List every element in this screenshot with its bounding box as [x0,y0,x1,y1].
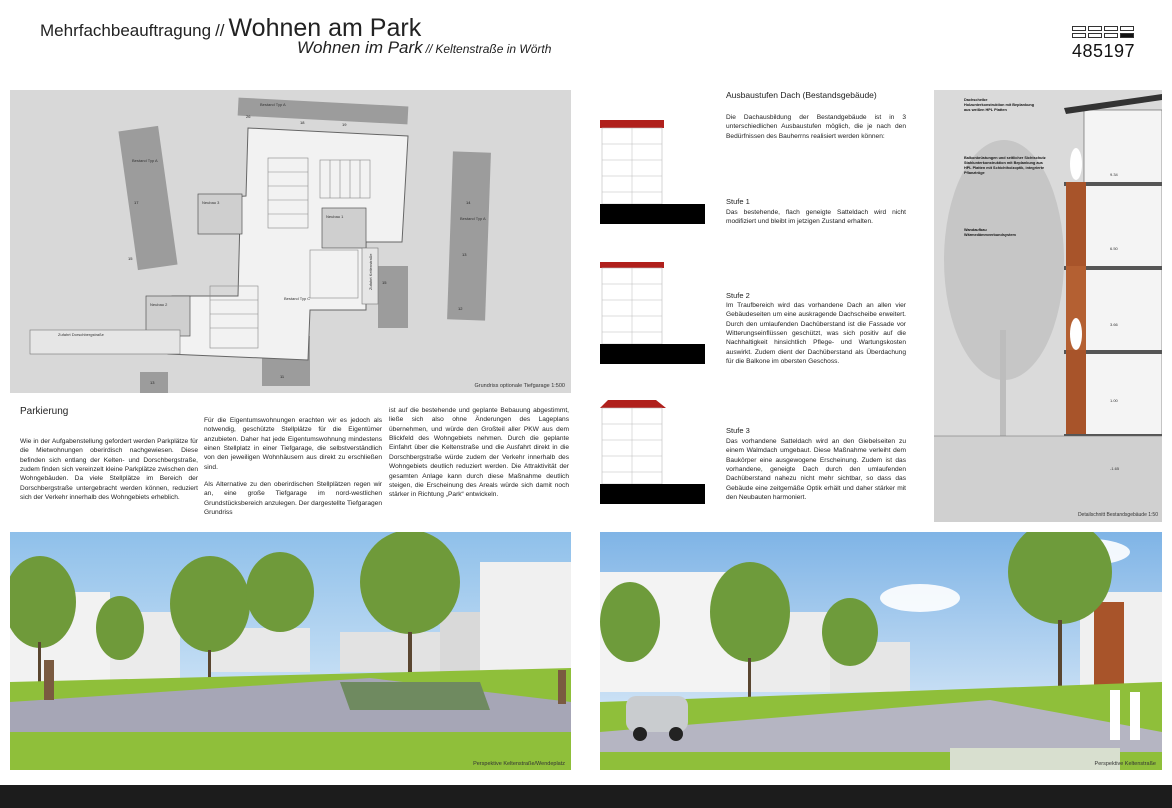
footer-bar [0,785,1172,808]
level-label: 3.66 [1110,322,1118,327]
location: Keltenstraße in Wörth [435,42,552,56]
site-plan-svg [10,90,571,393]
section-annotation-wall: Wandaufbau Wärmedämmverbundsystem [964,228,1016,237]
plan-number: 12 [458,306,463,311]
plan-number: 18 [300,120,305,125]
plan-number: 15 [128,256,133,261]
plan-number: 17 [134,200,139,205]
plan-label-zufahrt-dorsch: Zufahrt Dorschbergstraße [58,332,104,337]
section-annotation-balcony: Balkonbrüstungen und seitlicher Sichtschutz Stahlunterkonstruktion mit Beplankung aus HPL Platten mit Schichtholzoptik, integrierte Pflanztröge [964,156,1046,175]
plan-number: 26 [246,114,251,119]
render-2-caption: Perspektive Keltenstraße [1094,761,1156,767]
render-1-caption: Perspektive Keltenstraße/Wendeplatz [473,761,565,767]
dach-intro: Die Dachausbildung der Bestandgebäude ist in 3 unterschiedlichen Ausbaustufen möglich, die je nach den Bedürfnissen des Bauherrns realisiert werden können: [726,114,906,140]
plan-label-bestand-a-left: Bestand Typ A [132,158,158,163]
level-label: 6.50 [1110,246,1118,251]
render-perspective-1 [10,532,571,770]
section-annotation-roof: Dachscheibe Holzunterkonstruktion mit Beplankung aus weißen HPL Platten [964,98,1035,112]
title-separator: // [215,21,225,40]
level-label: -1.65 [1110,466,1120,471]
parkierung-col3: ist auf die bestehende und geplante Bebauung abgestimmt, ließe sich also ohne Änderungen des Lageplans übernehmen, und würde den Großteil aller PKW aus dem Blickfeld des Wohngebiets nehmen. Durch die geplante Einfahrt über die Keltenstraße und die Ausfahrt direkt in die Dorschbergstraße würde zudem der Verkehr innerhalb des Wohngebiets deutlich reduziert werden. Die Attraktivität der gesamten Anlage kann durch diese Maßnahme deutlich steigen, die Erscheinung des Areals würde sich damit noch stärker in Richtung „Park“ entwickeln. [389,407,569,499]
plan-number: 13 [462,252,467,257]
subtitle: Wohnen im Park [297,38,423,57]
plan-label-neubau-3: Neubau 3 [202,200,220,205]
level-label: 1.00 [1110,398,1118,403]
stage-2-label: Stufe 2 [726,291,750,300]
parkierung-heading: Parkierung [20,406,69,417]
section-caption: Detailschnitt Bestandsgebäude 1:50 [1077,512,1158,518]
stage-3-label: Stufe 3 [726,426,750,435]
section-drawing [934,90,1162,522]
subtitle-separator: // [425,42,433,56]
plan-label-zufahrt-kelten: Zufahrt Keltenstraße [368,253,373,290]
project-number: 485197 [1072,41,1136,61]
title-small: Mehrfachbeauftragung [40,21,212,40]
plan-number: 15 [382,280,387,285]
plan-label-neubau-2: Neubau 2 [150,302,168,307]
plan-number: 13 [150,380,155,385]
section-svg [934,90,1162,522]
plan-label-bestand-a-top: Bestand Typ A [260,102,286,107]
roof-stage-3-drawing [600,398,710,504]
plan-number: 19 [342,122,347,127]
render-1-image [10,532,571,770]
parkierung-col1: Wie in der Aufgabenstellung gefordert werden Parkplätze für die Mietwohnungen oberirdisch nachgewiesen. Diese befinden sich entlang der Kelten- und Dorschbergstraße, zudem finden sich vereinzelt kleine Parkplätze zwischen den Wohngebäuden. Da viele Stellplätze im Bereich der Dorschbergstraße untergebracht werden können, reduziert sich der Verkehr innerhalb des Wohngebiets erheblich. [20,438,198,502]
stage-1-text: Das bestehende, flach geneigte Satteldach wird nicht modifiziert und bleibt im jetzigen Zustand erhalten. [726,209,906,226]
header-subtitle [297,38,551,58]
plan-number: 11 [280,374,285,379]
roof-stage-2-drawing [600,258,710,364]
parkierung-col2b: Als Alternative zu den oberirdischen Stellplätzen regen wir an, eine große Tiefgarage im nord-westlichen Grundstücksbereich anzulegen. Der dargestellte Tiefgaragen Grundriss [204,481,382,517]
parkierung-col2a: Für die Eigentumswohnungen erachten wir es jedoch als notwendig, geschützte Stellplätze für die Eigentümer anzubieten. Daher hat jede Eigentumswohnung mindestens einen Stellplatz in einer Tiefgarage, die selbstverständlich von den jeweiligen Wohnhäusern aus direkt zu erschließen sind. [204,417,382,471]
render-perspective-2 [600,532,1162,770]
roof-stage-1-drawing [600,118,710,224]
site-plan-caption: Grundriss optionale Tiefgarage 1:500 [474,383,565,389]
plan-label-bestand-a-right: Bestand Typ A [460,216,486,221]
site-plan-drawing [10,90,571,393]
plan-number: 14 [466,200,471,205]
render-2-image [600,532,1162,770]
plan-label-neubau-1: Neubau 1 [326,214,344,219]
stage-3-text: Das vorhandene Satteldach wird an den Giebelseiten zu einem Walmdach umgebaut. Diese Maßnahme verleiht dem Baukörper eine ausgewogene Erscheinung. Zudem ist das vorhandene, geneigte Dach durch den umlaufenden Dachüberstand nahezu nicht mehr sichtbar, so dass das Gebäude eine zeitgemäße Optik erhält und daher stärker mit den Neubauten harmoniert. [726,438,906,502]
logo-grid-icon [1072,26,1134,40]
title-large: Wohnen am Park [228,14,422,42]
dach-title: Ausbaustufen Dach (Bestandsgebäude) [726,90,877,100]
level-label: 9.34 [1110,172,1118,177]
stage-2-text: Im Traufbereich wird das vorhandene Dach an allen vier Gebäudeseiten um eine auskragende Dachscheibe erweitert. Durch den umlaufenden Dachüberstand ist die Fassade vor Witterungseinflüssen geschützt, was sich positiv auf die Nachhaltigkeit hinsichtlich Pflege- und Wartungskosten auswirkt. Zudem dient der Dachüberstand als Überdachung für die Balkone im obersten Geschoss. [726,302,906,366]
plan-label-bestand-c: Bestand Typ C [284,296,311,301]
stage-1-label: Stufe 1 [726,197,750,206]
